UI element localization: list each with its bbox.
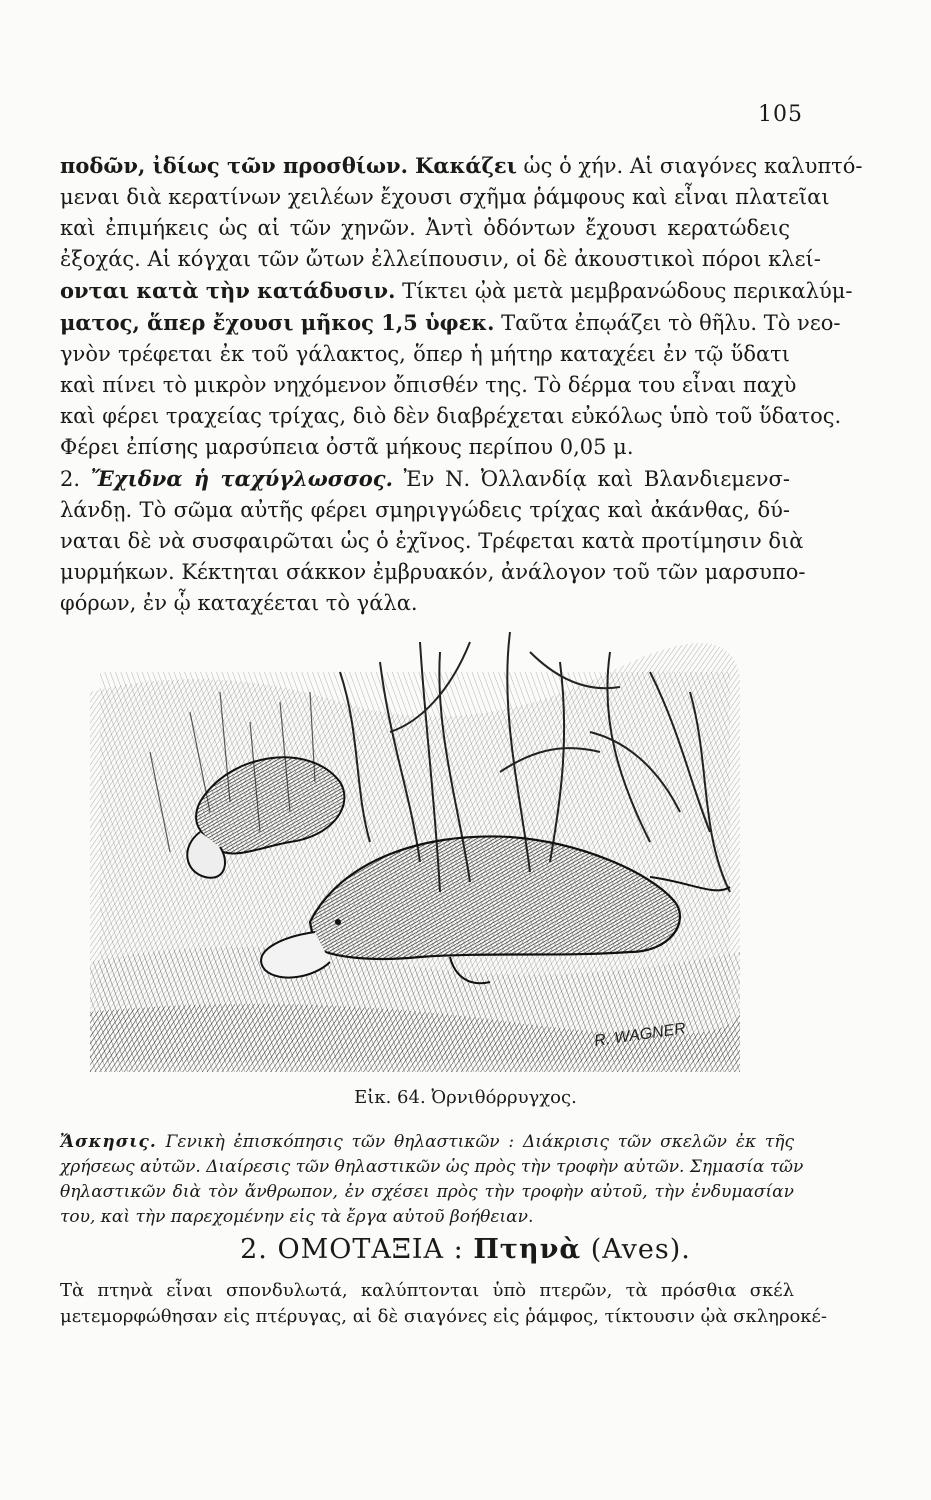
final-line-1: Τὰ πτηνὰ εἶναι σπονδυλωτά, καλύπτονται ὑπὸ πτερῶν, τὰ πρόσθια σκέλ (60, 1280, 794, 1301)
artist-signature: R. WAGNER (593, 1020, 687, 1050)
exercise-label: Ἄσκησις. (60, 1132, 157, 1152)
text-line-5-bold: ονται κατὰ τὴν κατάδυσιν. (60, 278, 396, 303)
text-line-9: καὶ φέρει τραχείας τρίχας, διὸ δὲν διαβρέχεται εὐκόλως ὑπὸ τοῦ ὕδατος. (60, 404, 842, 428)
echidna-heading-line (60, 463, 790, 495)
text-line-7: γνὸν τρέφεται ἐκ τοῦ γάλακτος, ὅπερ ἡ μήτηρ καταχέει ἐν τῷ ὕδατι (60, 342, 790, 366)
echidna-number: 2. (60, 467, 81, 491)
figure-caption: Εἰκ. 64. Ὀρνιθόρρυγχος. (354, 1087, 577, 1108)
text-line-6 (60, 307, 841, 339)
text-line-1-rest: ὡς ὁ χήν. Αἱ σιαγόνες καλυπτό- (516, 154, 863, 178)
exercise-line-2: χρήσεως αὐτῶν. Διαίρεσις τῶν θηλαστικῶν ὡς πρὸς τὴν τροφὴν αὐτῶν. Σημασία τῶν (60, 1157, 804, 1177)
text-line-13: ναται δὲ νὰ συσφαιρῶται ὡς ὁ ἐχῖνος. Τρέφεται κατὰ προτίμησιν διὰ (60, 529, 804, 553)
exercise-line-3: θηλαστικῶν διὰ τὸν ἄνθρωπον, ἐν σχέσει πρὸς τὴν τροφὴν αὐτοῦ, τὴν ἐνδυμασίαν (60, 1182, 794, 1202)
text-line-3: καὶ ἐπιμήκεις ὡς αἱ τῶν χηνῶν. Ἀντὶ ὀδόντων ἔχουσι κερατώδεις (60, 216, 790, 240)
section-name: Πτηνὰ (473, 1234, 582, 1265)
text-line-1-bold: ποδῶν, ἰδίως τῶν προσθίων. Κακάζει (60, 153, 517, 178)
text-line-2: μεναι διὰ κερατίνων χειλέων ἔχουσι σχῆμα ῥάμφους καὶ εἶναι πλατεῖαι (60, 185, 830, 209)
text-line-10: Φέρει ἐπίσης μαρσύπεια ὀστᾶ μήκους περίπου 0,05 μ. (60, 435, 634, 459)
text-line-6-bold: ματος, ἅπερ ἔχουσι μῆκος 1,5 ὑφεκ. (60, 310, 495, 335)
text-line-8: καὶ πίνει τὸ μικρὸν νηχόμενον ὄπισθέν της. Τὸ δέρμα του εἶναι παχὺ (60, 373, 797, 397)
platypus-illustration (90, 632, 740, 1072)
exercise-line-1-text: Γενικὴ ἐπισκόπησις τῶν θηλαστικῶν : Διάκρισις τῶν σκελῶν ἐκ τῆς (165, 1132, 794, 1152)
text-line-5 (60, 275, 853, 307)
text-line-15: φόρων, ἐν ᾧ καταχέεται τὸ γάλα. (60, 591, 418, 615)
echidna-title: Ἔχιδνα ἡ ταχύγλωσσος. (90, 466, 393, 491)
text-line-6-rest: Ταῦτα ἐπῳάζει τὸ θῆλυ. Τὸ νεο- (494, 311, 841, 335)
text-line-12: λάνδῃ. Τὸ σῶμα αὐτῆς φέρει σμηριγγώδεις τρίχας καὶ ἀκάνθας, δύ- (60, 498, 790, 522)
exercise-block (60, 1130, 804, 1230)
section-prefix: 2. ΟΜΟΤΑΞΙΑ : (240, 1234, 464, 1265)
exercise-line-1 (60, 1130, 794, 1155)
text-line-4: ἐξοχάς. Αἱ κόγχαι τῶν ὤτων ἐλλείπουσιν, οἱ δὲ ἀκουστικοὶ πόροι κλεί- (60, 247, 821, 271)
text-line-1 (60, 150, 863, 182)
exercise-line-4: του, καὶ τὴν παρεχομένην εἰς τὰ ἔργα αὐτοῦ βοήθειαν. (60, 1207, 534, 1227)
section-heading (0, 1234, 931, 1265)
echidna-location: Ἐν Ν. Ὀλλανδίᾳ καὶ Βλανδιεμενσ- (403, 467, 790, 491)
section-latin: (Aves). (590, 1234, 691, 1265)
page-number: 105 (758, 102, 803, 127)
platypus-engraving (90, 632, 740, 1072)
final-line-2: μετεμορφώθησαν εἰς πτέρυγας, αἱ δὲ σιαγόνες εἰς ῥάμφος, τίκτουσιν ᾠὰ σκληροκέ- (60, 1306, 827, 1327)
text-line-5-rest: Τίκτει ᾠὰ μετὰ μεμβρανώδους περικαλύμ- (395, 279, 853, 303)
final-paragraph (60, 1278, 827, 1330)
text-line-14: μυρμήκων. Κέκτηται σάκκον ἐμβρυακόν, ἀνάλογον τοῦ τῶν μαρσυπο- (60, 560, 806, 584)
body-text (60, 150, 863, 619)
